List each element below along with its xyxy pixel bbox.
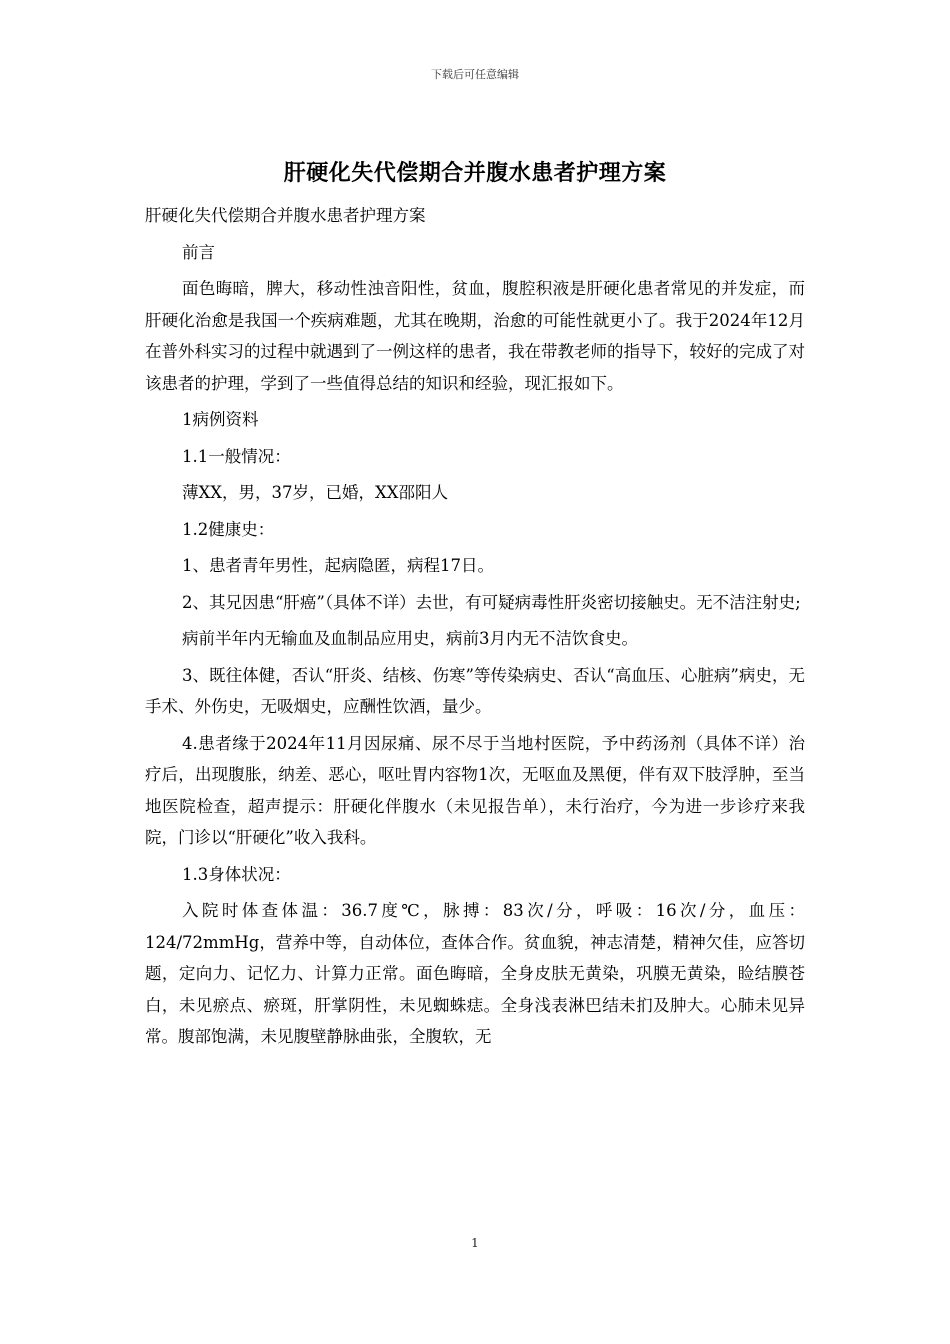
section-heading-case-data: 1病例资料 (182, 410, 259, 429)
history-item-2-continued: 病前半年内无输血及血制品应用史，病前3月内无不洁饮食史。 (182, 629, 638, 648)
subtitle-paragraph: 肝硬化失代偿期合并腹水患者护理方案 (145, 206, 426, 225)
history-item-4: 4.患者缘于2024年11月因尿痛、尿不尽于当地村医院，予中药汤剂（具体不详）治疗后，出现腹胀，纳差、恶心，呕吐胃内容物1次，无呕血及黑便，伴有双下肢浮肿，至当地医院检查，超声提示：肝硬化伴腹水（未见报告单），未行治疗，今为进一步诊疗来我院，门诊以“肝硬化”收入我科。 (145, 733, 805, 847)
preface-heading: 前言 (182, 242, 215, 262)
subsection-heading-health-history: 1.2健康史： (182, 519, 275, 539)
history-item-1: 1、患者青年男性，起病隐匿，病程17日。 (182, 556, 494, 575)
page-header: 下载后可任意编辑 (431, 68, 519, 81)
history-item-2: 2、其兄因患“肝癌”（具体不详）去世，有可疑病毒性肝炎密切接触史。无不洁注射史; (182, 592, 801, 612)
page-number: 1 (471, 1236, 479, 1250)
subsection-heading-general: 1.1一般情况： (182, 446, 291, 466)
history-item-3: 3、既往体健，否认“肝炎、结核、伤寒”等传染病史、否认“高血压、心脏病”病史，无手术、外伤史，无吸烟史，应酬性饮酒，量少。 (145, 665, 805, 716)
document-body (145, 200, 805, 1058)
patient-info-paragraph: 薄XX，男，37岁，已婚，XX邵阳人 (182, 483, 448, 502)
physical-exam-paragraph: 入院时体查体温：36.7度℃，脉搏：83次/分，呼吸：16次/分，血压：124/72mmHg，营养中等，自动体位，查体合作。贫血貌，神志清楚，精神欠佳，应答切题，定向力、记忆力、计算力正常。面色晦暗，全身皮肤无黄染，巩膜无黄染，睑结膜苍白，未见瘀点、瘀斑，肝掌阴性，未见蜘蛛痣。全身浅表淋巴结未扪及肿大。心肺未见异常。腹部饱满，未见腹壁静脉曲张，全腹软，无 (145, 901, 805, 1046)
subsection-heading-physical: 1.3身体状况： (182, 864, 291, 884)
preface-paragraph: 面色晦暗，脾大，移动性浊音阳性，贫血，腹腔积液是肝硬化患者常见的并发症，而肝硬化治愈是我国一个疾病难题，尤其在晚期，治愈的可能性就更小了。我于2024年12月在普外科实习的过程中就遇到了一例这样的患者，我在带教老师的指导下，较好的完成了对该患者的护理，学到了一些值得总结的知识和经验，现汇报如下。 (145, 279, 805, 393)
document-title: 肝硬化失代偿期合并腹水患者护理方案 (283, 160, 667, 186)
